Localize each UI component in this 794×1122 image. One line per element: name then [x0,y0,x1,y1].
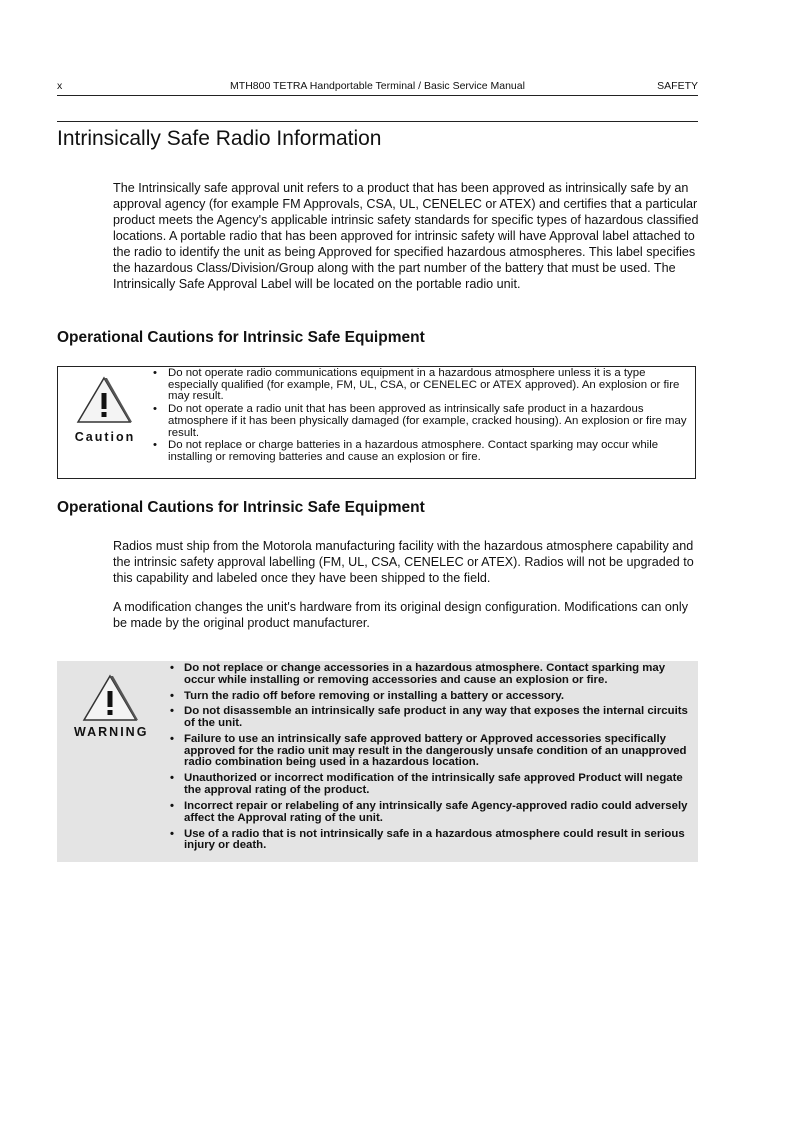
warning-item: • Use of a radio that is not intrinsically safe in a hazardous atmosphere could result in serious injury or death. [168,829,696,852]
caution-item: • Do not operate radio communications equipment in a hazardous atmosphere unless it is a type especially qualified (for example, FM, UL, CSA, or CENELEC or ATEX approved). An explosion or fire may result. [152,368,692,403]
warning-item: • Turn the radio off before removing or installing a battery or accessory. [168,691,696,703]
warning-item: • Do not disassemble an intrinsically safe product in any way that exposes the internal circuits of the unit. [168,706,696,729]
page-title: Intrinsically Safe Radio Information [57,127,382,150]
warning-item: • Do not replace or change accessories in a hazardous atmosphere. Contact sparking may occur while installing or removing accessories and cause an explosion or fire. [168,663,696,686]
caution-label: Caution [74,430,136,444]
title-divider [57,121,698,122]
intro-paragraph: The Intrinsically safe approval unit refers to a product that has been approved as intrinsically safe by an approval agency (for example FM Approvals, CSA, UL, CENELEC or ATEX) and certifies that a particular product meets the Agency's applicable intrinsic safety standards for specific types of hazardous classified locations. A portable radio that has been approved for intrinsic safety will have Approval label attached to the radio to identify the unit as being Approved for specified hazardous atmospheres. This label specifies the hazardous Class/Division/Group along with the part number of the battery that must be used. The Intrinsically Safe Approval Label will be located on the portable radio unit. [113,181,699,291]
section-heading-cautions: Operational Cautions for Intrinsic Safe Equipment [57,329,425,346]
caution-item: • Do not operate a radio unit that has been approved as intrinsically safe product in a hazardous atmosphere if it has been physically damaged (for example, cracked housing). An explosion or fire may result. [152,404,692,439]
modification-paragraph: A modification changes the unit's hardware from its original design configuration. Modifications can only be made by the original product manufacturer. [113,600,689,630]
shipping-paragraph: Radios must ship from the Motorola manufacturing facility with the hazardous atmosphere capability and the intrinsic safety approval labelling (FM, UL, CSA, CENELEC or ATEX). Radios will not be upgraded to this capability and labeled once they have been shipped to the field. [113,539,694,585]
warning-item: • Unauthorized or incorrect modification of the intrinsically safe approved Product will negate the approval rating of the product. [168,773,696,796]
section-heading-cautions-2: Operational Cautions for Intrinsic Safe Equipment [57,499,425,516]
section-name: SAFETY [657,80,698,92]
warning-list [168,663,696,856]
warning-label: WARNING [74,725,149,739]
warning-triangle-icon [82,674,138,722]
warning-triangle-icon [76,376,132,424]
caution-list [152,368,692,465]
warning-item: • Failure to use an intrinsically safe approved battery or Approved accessories specifically approved for the radio unit may result in the dangerously unsafe condition of an unapproved radio combination being used in a hazardous location. [168,734,696,769]
header-divider [57,95,698,96]
running-header [57,80,698,94]
page-number: x [57,80,63,92]
caution-item: • Do not replace or charge batteries in a hazardous atmosphere. Contact sparking may occur while installing or removing batteries and cause an explosion or fire. [152,440,692,463]
warning-item: • Incorrect repair or relabeling of any intrinsically safe Agency-approved radio could adversely affect the Approval rating of the unit. [168,801,696,824]
document-title: MTH800 TETRA Handportable Terminal / Basic Service Manual [230,80,525,92]
